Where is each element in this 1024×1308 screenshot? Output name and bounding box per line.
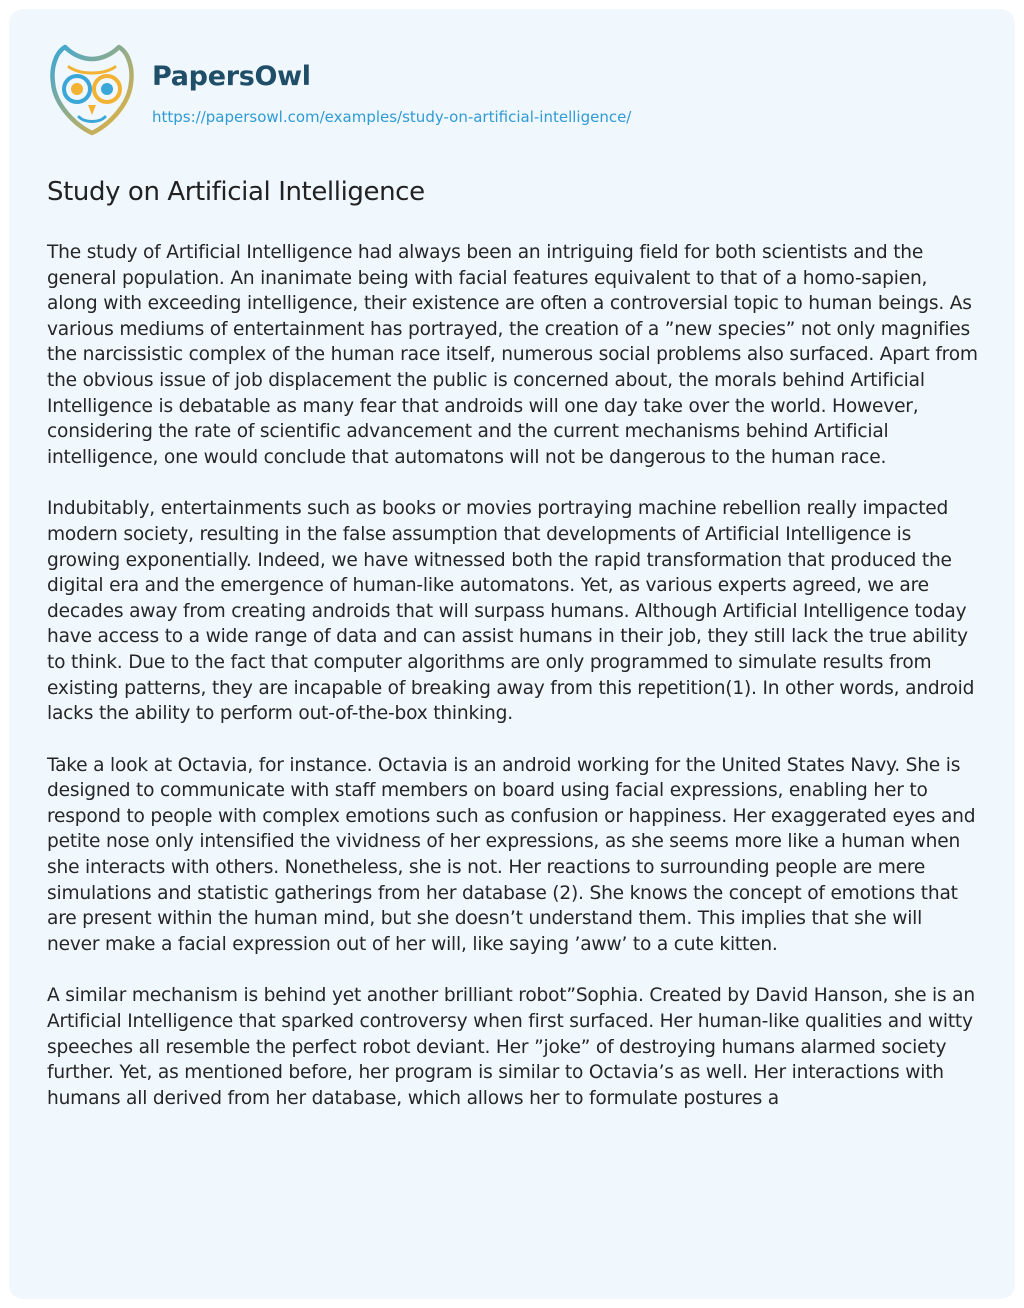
- brand-name[interactable]: PapersOwl: [152, 61, 311, 92]
- paragraph: A similar mechanism is behind yet another brilliant robot”Sophia. Created by David Hanson, she is an Artificial Intelligence that sparked controversy when first surfaced. Her human-like qualities and witty speeches all resemble the perfect robot deviant. Her ”joke” of destroying humans alarmed society further. Yet, as mentioned before, her program is similar to Octavia’s as well. Her interactions with humans all derived from her database, which allows her to formulate postures a: [47, 985, 975, 1109]
- article-body: [47, 240, 979, 1137]
- header: [49, 39, 969, 139]
- source-url-link[interactable]: https://papersowl.com/examples/study-on-artificial-intelligence/: [152, 108, 632, 126]
- article-title: Study on Artificial Intelligence: [47, 177, 425, 207]
- owl-logo-icon: [49, 39, 135, 139]
- document-page: [9, 9, 1015, 1299]
- paragraph: Indubitably, entertainments such as books or movies portraying machine rebellion really impacted modern society, resulting in the false assumption that developments of Artificial Intelligence is growing exponentially. Indeed, we have witnessed both the rapid transformation that produced the digital era and the emergence of human-like automatons. Yet, as various experts agreed, we are decades away from creating androids that will surpass humans. Although Artificial Intelligence today have access to a wide range of data and can assist humans in their job, they still lack the true ability to think. Due to the fact that computer algorithms are only programmed to simulate results from existing patterns, they are incapable of breaking away from this repetition(1). In other words, android lacks the ability to perform out-of-the-box thinking.: [47, 498, 975, 725]
- paragraph: The study of Artificial Intelligence had always been an intriguing field for both scientists and the general population. An inanimate being with facial features equivalent to that of a homo-sapien, along with exceeding intelligence, their existence are often a controversial topic to human beings. As various mediums of entertainment has portrayed, the creation of a ”new species” not only magnifies the narcissistic complex of the human race itself, numerous social problems also surfaced. Apart from the obvious issue of job displacement the public is concerned about, the morals behind Artificial Intelligence is debatable as many fear that androids will one day take over the world. However, considering the rate of scientific advancement and the current mechanisms behind Artificial intelligence, one would conclude that automatons will not be dangerous to the human race.: [47, 242, 978, 468]
- paragraph: Take a look at Octavia, for instance. Octavia is an android working for the United States Navy. She is designed to communicate with staff members on board using facial expressions, enabling her to respond to people with complex emotions such as confusion or happiness. Her exaggerated eyes and petite nose only intensified the vividness of her expressions, as she seems more like a human when she interacts with others. Nonetheless, she is not. Her reactions to surrounding people are mere simulations and statistic gatherings from her database (2). She knows the concept of emotions that are present within the human mind, but she doesn’t understand them. This implies that she will never make a facial expression out of her will, like saying ’aww’ to a cute kitten.: [47, 754, 976, 955]
